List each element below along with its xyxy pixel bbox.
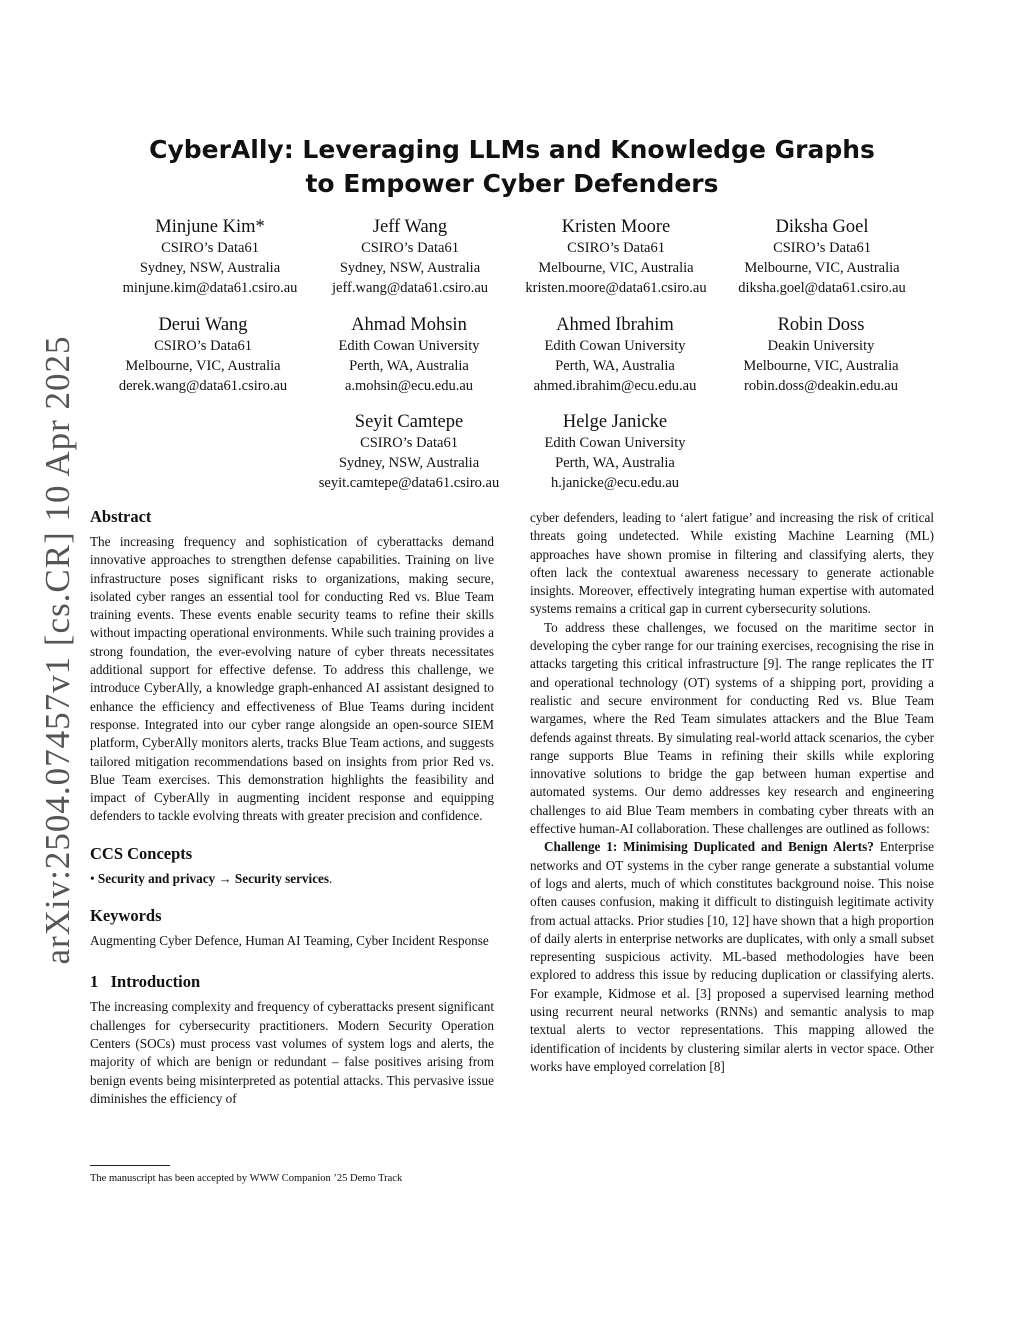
title-line-2: to Empower Cyber Defenders bbox=[305, 169, 719, 198]
ccs-concepts-text bbox=[90, 870, 494, 888]
author-affiliation: CSIRO’s Data61 bbox=[567, 240, 665, 256]
arxiv-identifier-stamp: arXiv:2504.07457v1 [cs.CR] 10 Apr 2025 bbox=[38, 335, 77, 965]
challenge-1-paragraph bbox=[530, 838, 934, 1076]
author-email: derek.wang@data61.csiro.au bbox=[118, 378, 288, 394]
introduction-paragraph-1-continued: cyber defenders, leading to ‘alert fatigue’ and increasing the risk of critical threats going undetected. While existing Machine Learning (ML) approaches have shown promise in filtering and classifying alerts, they often lack the contextual awareness necessary to generate actionable insights. Moreover, effectively integrating human expertise with automated systems remains a critical gap in current cybersecurity solutions. bbox=[530, 510, 934, 617]
author-location: Sydney, NSW, Australia bbox=[339, 260, 481, 276]
challenge-1-heading: Challenge 1: Minimising Duplicated and Benign Alerts? bbox=[544, 839, 874, 855]
author-affiliation: CSIRO’s Data61 bbox=[361, 240, 459, 256]
author-email: a.mohsin@ecu.edu.au bbox=[344, 378, 474, 394]
ccs-period: . bbox=[329, 870, 333, 886]
author-block bbox=[304, 314, 514, 396]
author-location: Melbourne, VIC, Australia bbox=[744, 260, 900, 276]
abstract-heading: Abstract bbox=[90, 507, 152, 526]
footnote: The manuscript has been accepted by WWW Companion ’25 Demo Track bbox=[90, 1173, 403, 1184]
author-block bbox=[716, 314, 926, 396]
author-name: Diksha Goel bbox=[775, 217, 869, 237]
author-name: Minjune Kim* bbox=[155, 217, 265, 237]
introduction-heading: 1 Introduction bbox=[90, 972, 201, 992]
author-location: Melbourne, VIC, Australia bbox=[125, 358, 281, 374]
author-affiliation: CSIRO’s Data61 bbox=[161, 240, 259, 256]
author-email: robin.doss@deakin.edu.au bbox=[744, 378, 898, 394]
challenge-1-text: Enterprise networks and OT systems in the cyber range generate a substantial volume of logs and alerts, much of which constitutes background noise. This noise often causes confusion, making it difficult to distinguish legitimate activity from actual attacks. Prior studies [10, 12] have shown that a high proportion of daily alerts in enterprise networks are duplicates, with only a small subset representing suspicious activity. ML-based methodologies have been explored to address this issue by reducing duplication or classifying alerts. For example, Kidmose et al. [3] proposed a supervised learning method using recurrent neural networks (RNNs) and semantic analysis to map textual alerts to vector representations. This mapping allowed the identification of incidents by clustering similar alerts in vector space. Other works have employed correlation [8] bbox=[530, 839, 934, 1074]
author-location: Sydney, NSW, Australia bbox=[338, 455, 480, 471]
author-affiliation: Edith Cowan University bbox=[338, 338, 480, 354]
paper-title bbox=[90, 133, 934, 201]
author-location: Perth, WA, Australia bbox=[555, 358, 675, 374]
author-name: Ahmed Ibrahim bbox=[556, 315, 674, 335]
author-block bbox=[305, 216, 515, 298]
author-affiliation: Deakin University bbox=[767, 338, 875, 354]
author-location: Perth, WA, Australia bbox=[555, 455, 675, 471]
ccs-concept: Security and privacy → Security services bbox=[97, 870, 330, 886]
author-block bbox=[717, 216, 927, 298]
author-location: Melbourne, VIC, Australia bbox=[538, 260, 694, 276]
author-block bbox=[510, 314, 720, 396]
author-block bbox=[304, 411, 514, 493]
author-name: Seyit Camtepe bbox=[354, 412, 464, 432]
author-location: Perth, WA, Australia bbox=[349, 358, 469, 374]
ccs-bullet: • bbox=[90, 870, 95, 886]
author-email: diksha.goel@data61.csiro.au bbox=[738, 280, 906, 296]
author-block bbox=[510, 411, 720, 493]
author-block bbox=[511, 216, 721, 298]
author-location: Sydney, NSW, Australia bbox=[139, 260, 281, 276]
author-block bbox=[98, 314, 308, 396]
author-name: Robin Doss bbox=[777, 315, 865, 335]
author-name: Helge Janicke bbox=[562, 412, 668, 432]
author-email: minjune.kim@data61.csiro.au bbox=[122, 280, 298, 296]
keywords-heading: Keywords bbox=[90, 906, 162, 926]
author-location: Melbourne, VIC, Australia bbox=[743, 358, 899, 374]
left-column bbox=[90, 507, 494, 1108]
ccs-concepts-heading: CCS Concepts bbox=[90, 843, 193, 863]
right-column bbox=[530, 509, 934, 1076]
abstract-text: The increasing frequency and sophistication of cyberattacks demand innovative approaches to strengthen defense capabilities. Training on live infrastructure poses significant risks to organizations, making secure, isolated cyber ranges an essential tool for conducting Red vs. Blue Team training events. These events enable security teams to refine their skills without impacting operational environments. While such training provides a strong foundation, the ever-evolving nature of cyber threats necessitates additional support for effective defense. To address this challenge, we introduce CyberAlly, a knowledge graph-enhanced AI assistant designed to enhance the efficiency and effectiveness of Blue Teams during incident response. Integrated into our cyber range alongside an open-source SIEM platform, CyberAlly monitors alerts, tracks Blue Team actions, and suggests tailored mitigation recommendations based on insights from prior Red vs. Blue Team exercises. This demonstration highlights the feasibility and impact of CyberAlly in augmenting incident response and equipping defenders to tackle evolving threats with greater precision and confidence. bbox=[90, 534, 494, 824]
author-email: jeff.wang@data61.csiro.au bbox=[331, 280, 489, 296]
author-name: Jeff Wang bbox=[372, 217, 448, 237]
author-name: Ahmad Mohsin bbox=[351, 315, 467, 335]
author-affiliation: Edith Cowan University bbox=[544, 338, 686, 354]
author-affiliation: Edith Cowan University bbox=[544, 435, 686, 451]
author-name: Kristen Moore bbox=[561, 217, 671, 237]
author-email: h.janicke@ecu.edu.au bbox=[550, 475, 680, 491]
author-email: ahmed.ibrahim@ecu.edu.au bbox=[533, 378, 697, 394]
introduction-paragraph-1-start: The increasing complexity and frequency of cyberattacks present significant challenges for cybersecurity practitioners. Modern Security Operation Centers (SOCs) must process vast volumes of system logs and alerts, the majority of which are benign or redundant – false positives arising from benign events being misinterpreted as potential attacks. This pervasive issue diminishes the efficiency of bbox=[90, 999, 494, 1106]
keywords-text: Augmenting Cyber Defence, Human AI Teaming, Cyber Incident Response bbox=[90, 933, 489, 949]
author-block bbox=[105, 216, 315, 298]
author-affiliation: CSIRO’s Data61 bbox=[154, 338, 252, 354]
title-line-1: CyberAlly: Leveraging LLMs and Knowledge Graphs bbox=[149, 135, 875, 164]
author-affiliation: CSIRO’s Data61 bbox=[773, 240, 871, 256]
author-affiliation: CSIRO’s Data61 bbox=[360, 435, 458, 451]
author-email: kristen.moore@data61.csiro.au bbox=[525, 280, 707, 296]
author-email: seyit.camtepe@data61.csiro.au bbox=[318, 475, 500, 491]
footnote-divider bbox=[90, 1165, 170, 1166]
author-name: Derui Wang bbox=[158, 315, 248, 335]
introduction-paragraph-2: To address these challenges, we focused on the maritime sector in developing the cyber range for our training exercises, recognising the rise in attacks targeting this critical infrastructure [9]. The range replicates the IT and operational technology (OT) systems of a shipping port, providing a realistic and secure environment for conducting Red vs. Blue Team wargames, where the Red Team simulates attackers and the Blue Team defends against threats. By simulating real-world attack scenarios, the cyber range supports Blue Teams in refining their skills while exploring innovative solutions to bridge the gap between human expertise and automated systems. Our demo addresses key research and engineering challenges to aid Blue Team members in combating cyber threats with an effective human-AI collaboration. These challenges are outlined as follows: bbox=[530, 619, 934, 837]
